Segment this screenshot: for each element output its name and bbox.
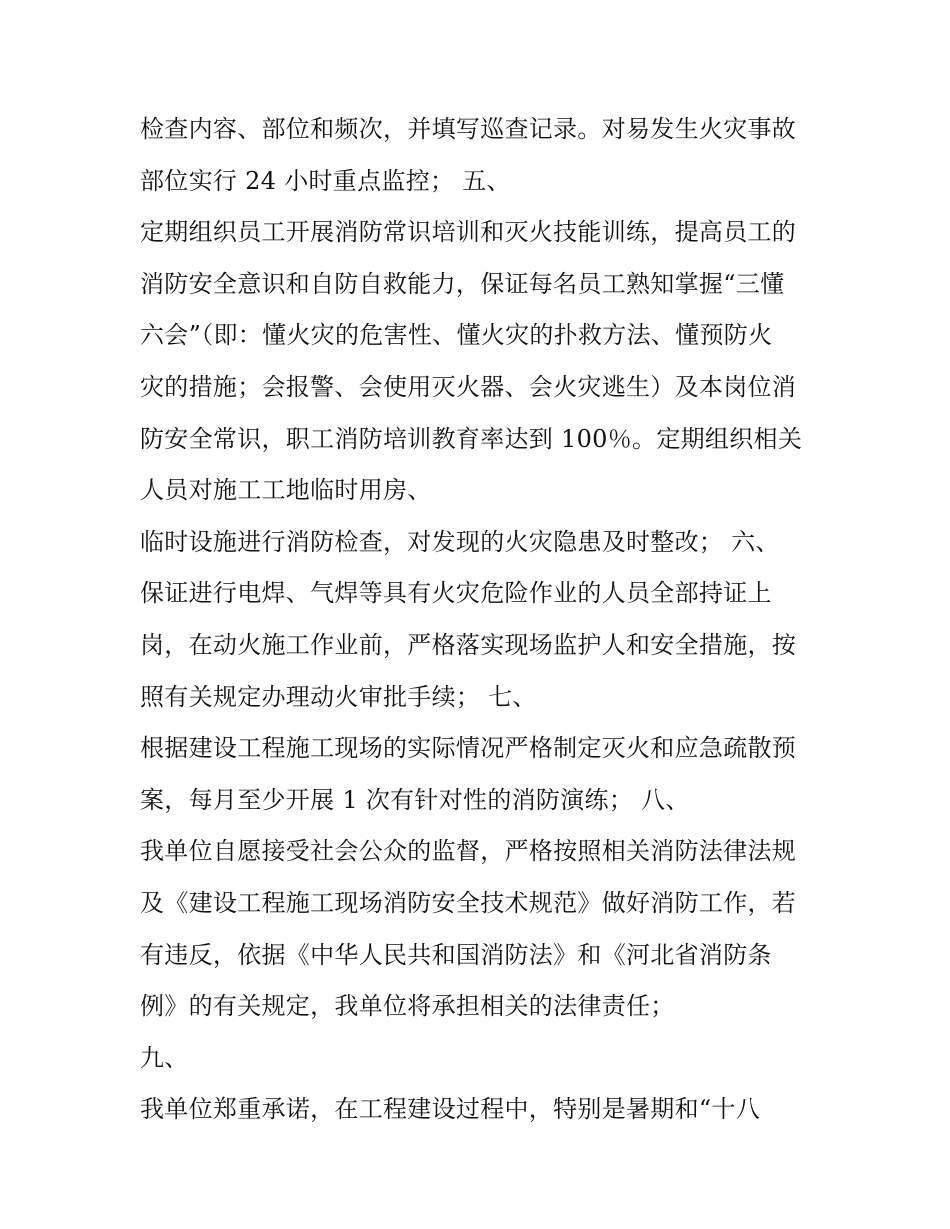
text-line: 我单位郑重承诺，在工程建设过程中，特别是暑期和“十八 xyxy=(140,1095,761,1124)
text-line: 灾的措施；会报警、会使用灭火器、会火灾逃生）及本岗位消 xyxy=(140,372,797,401)
body-text xyxy=(140,104,820,1136)
text-line: 防安全常识，职工消防培训教育率达到 100％。定期组织相关 xyxy=(140,424,803,453)
text-line: 案，每月至少开展 1 次有针对性的消防演练； 八、 xyxy=(140,785,690,814)
text-line: 定期组织员工开展消防常识培训和灭火技能训练，提高员工的 xyxy=(140,218,797,247)
text-line: 及《建设工程施工现场消防安全技术规范》做好消防工作，若 xyxy=(140,888,797,917)
text-line: 保证进行电焊、气焊等具有火灾危险作业的人员全部持证上 xyxy=(140,579,772,608)
text-line: 有违反，依据《中华人民共和国消防法》和《河北省消防条 xyxy=(140,940,772,969)
text-line: 消防安全意识和自防自救能力，保证每名员工熟知掌握“三懂 xyxy=(140,269,785,298)
text-line: 检查内容、部位和频次，并填写巡查记录。对易发生火灾事故 xyxy=(140,115,797,143)
text-line: 九、 xyxy=(140,1043,189,1072)
text-line: 六会”（即：懂火灾的危害性、懂火灾的扑救方法、懂预防火 xyxy=(140,321,773,350)
text-line: 临时设施进行消防检查，对发现的火灾隐患及时整改； 六、 xyxy=(140,527,780,556)
text-line: 照有关规定办理动火审批手续； 七、 xyxy=(140,682,537,711)
text-line: 人员对施工工地临时用房、 xyxy=(140,476,432,505)
text-line: 根据建设工程施工现场的实际情况严格制定灭火和应急疏散预 xyxy=(140,734,797,763)
text-line: 部位实行 24 小时重点监控； 五、 xyxy=(140,166,511,195)
text-line: 例》的有关规定，我单位将承担相关的法律责任； xyxy=(140,992,675,1021)
text-line: 岗，在动火施工作业前，严格落实现场监护人和安全措施，按 xyxy=(140,630,797,659)
text-line: 我单位自愿接受社会公众的监督，严格按照相关消防法律法规 xyxy=(140,837,797,866)
